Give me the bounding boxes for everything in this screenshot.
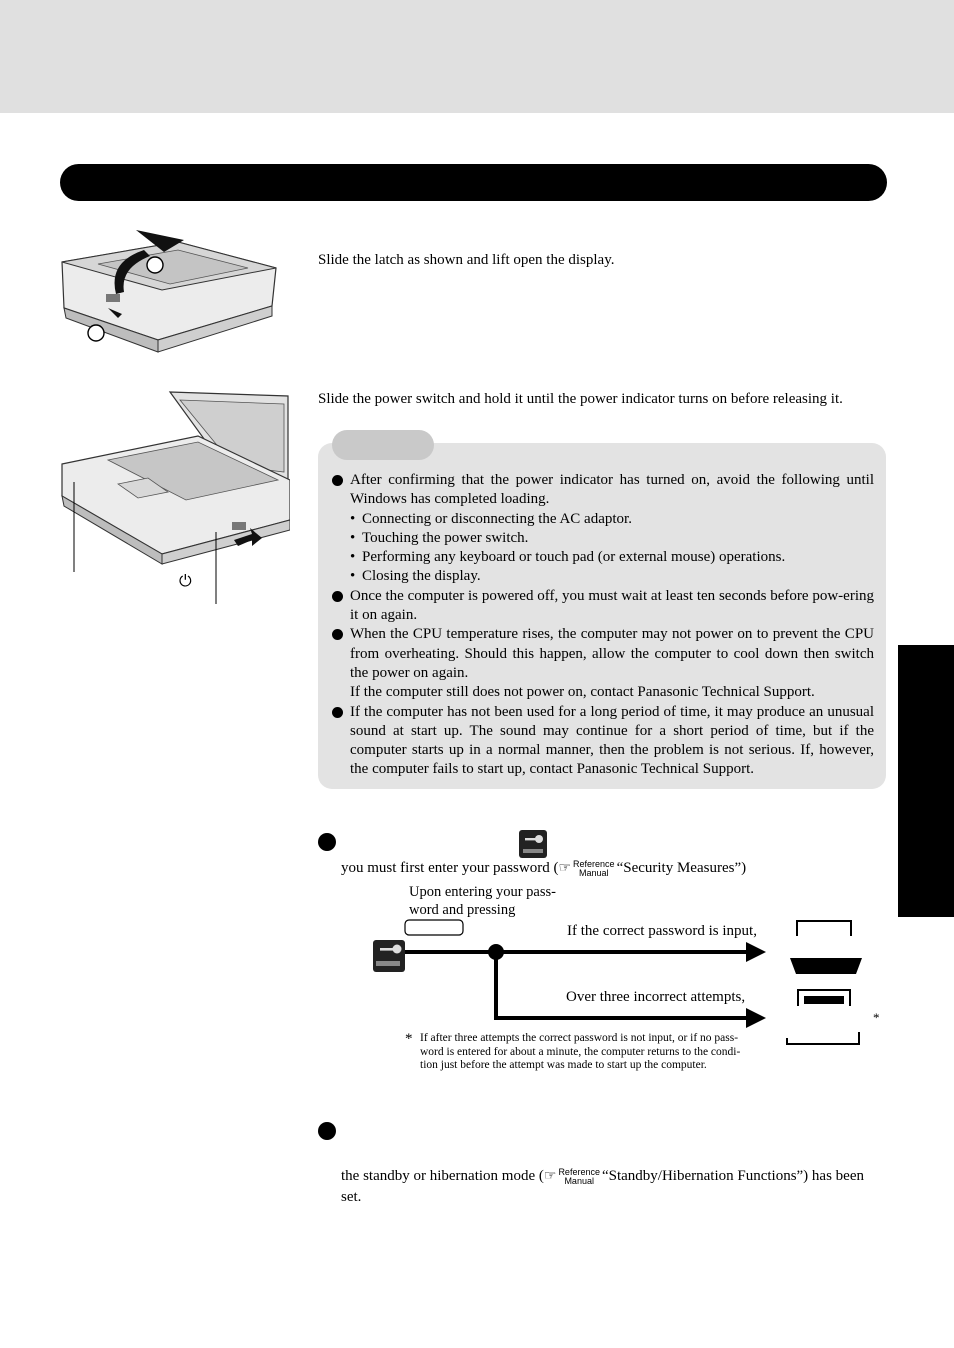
header-band <box>0 0 954 113</box>
note-item: After confirming that the power indicator has turned on, avoid the following until Windows has completed loading. • Connecting or disconnecting the AC adaptor. • Touching the power switch. • Performing any keyboard or touch pad (or external mouse) operations. • Closing the display. <box>332 471 874 587</box>
laptop-open-illustration <box>58 388 290 608</box>
section-bullet-icon <box>318 833 336 851</box>
notes-tab <box>332 430 434 460</box>
step1-text: Slide the latch as shown and lift open the display. <box>318 252 615 268</box>
bullet-icon <box>332 707 343 718</box>
notes-list <box>332 471 874 780</box>
section-title-bar <box>60 164 887 201</box>
upon-entering-text: Upon entering your pass- word and pressing <box>409 884 556 918</box>
footnote-asterisk: * <box>405 1031 413 1047</box>
incorrect-attempts-text: Over three incorrect attempts, <box>566 989 746 1005</box>
password-line: you must first enter your password (☞ Reference Manual “Security Measures”) <box>341 858 747 878</box>
note-item: When the CPU temperature rises, the computer may not power on to prevent the CPU from overheating. Should this happen, allow the computer to cool down then switch the power on again. If the computer still does not power on, contact Panasonic Technical Support. <box>332 625 874 702</box>
power-symbol-icon: ⏻ <box>179 571 192 590</box>
standby-line: the standby or hibernation mode (☞ Reference Manual “Standby/Hibernation Functions”) has been <box>341 1166 864 1186</box>
pointing-hand-icon: ☞ <box>543 1169 557 1184</box>
reference-manual-icon: Reference Manual <box>558 1166 600 1186</box>
step2-text: Slide the power switch and hold it until the power indicator turns on before releasing it. <box>318 391 843 407</box>
standby-line-2: set. <box>341 1189 362 1205</box>
note-item: If the computer has not been used for a long period of time, it may produce an unusual sound at start up. The sound may continue for a short period of time, but if the computer starts up in a normal manner, then the problem is not serious. If, however, the computer fails to start up, contact Panasonic Technical Support. <box>332 703 874 780</box>
section-bullet-icon <box>318 1122 336 1140</box>
note-item: Once the computer is powered off, you must wait at least ten seconds before pow-ering it on again. <box>332 587 874 626</box>
chapter-side-tab <box>898 645 954 917</box>
reference-manual-icon: Reference Manual <box>573 858 615 878</box>
pointing-hand-icon: ☞ <box>558 861 572 876</box>
laptop-closed-illustration <box>58 222 282 356</box>
password-footnote: If after three attempts the correct password is not input, or if no pass- word is entered for about a minute, the computer returns to the condi- tion just before the attempt was made to start up the computer. <box>420 1032 741 1072</box>
bullet-icon <box>332 591 343 602</box>
bullet-icon <box>332 475 343 486</box>
bullet-icon <box>332 629 343 640</box>
correct-password-text: If the correct password is input, <box>567 923 757 939</box>
asterisk-marker: * <box>873 1010 880 1025</box>
password-key-icon <box>519 830 547 858</box>
